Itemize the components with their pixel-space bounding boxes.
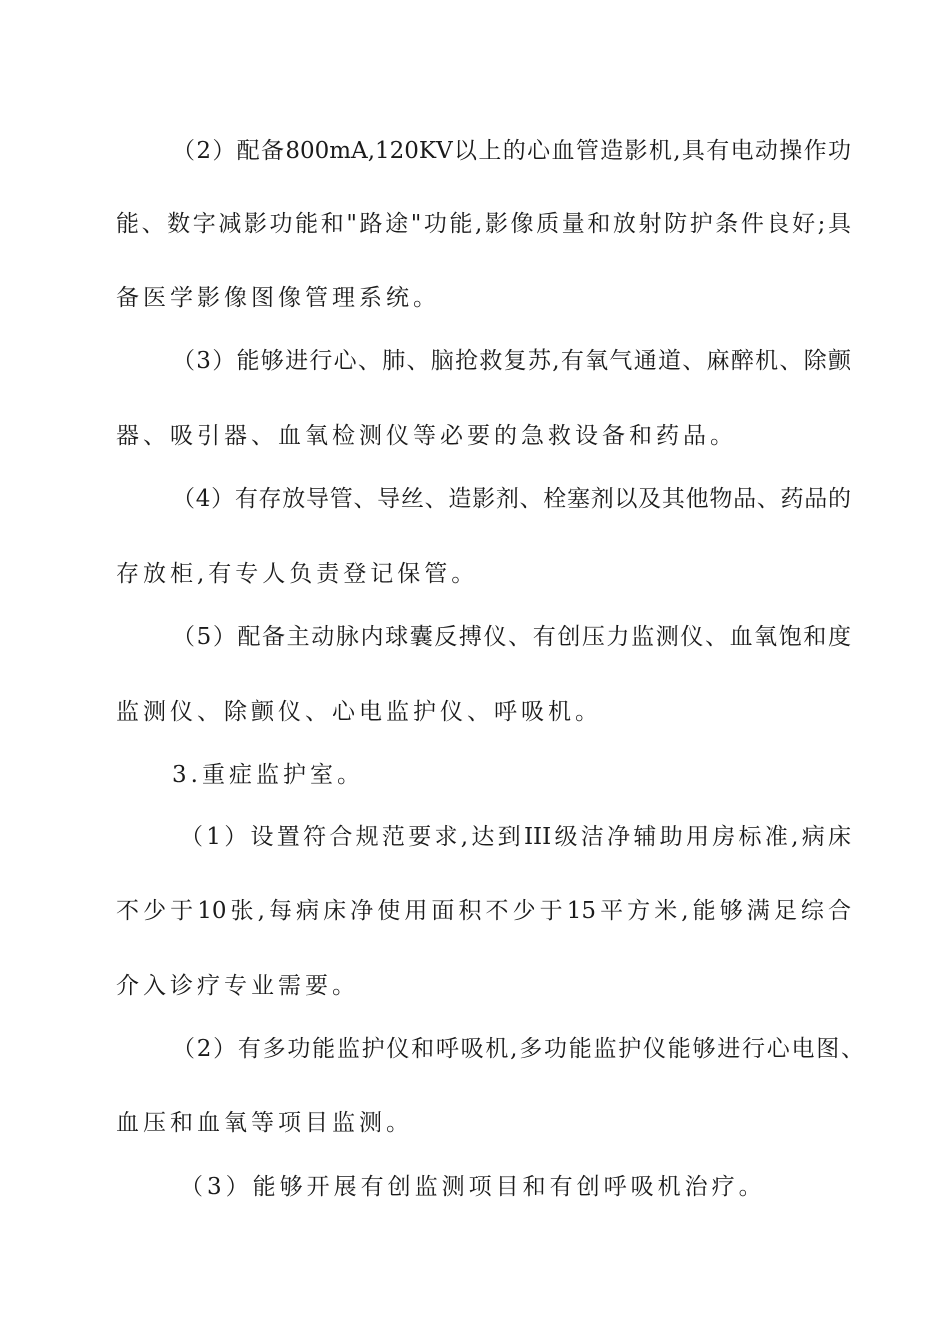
text-line: 能、数字减影功能和"路途"功能,影像质量和放射防护条件良好;具 (116, 211, 851, 237)
text-line: 介入诊疗专业需要。 (116, 973, 359, 999)
text-line: （2）配备800mA,120KV以上的心血管造影机,具有电动操作功 (172, 138, 851, 164)
text-line: （2）有多功能监护仪和呼吸机,多功能监护仪能够进行心电图、 (172, 1036, 864, 1062)
text-line: 不少于10张,每病床净使用面积不少于15平方米,能够满足综合 (116, 898, 851, 924)
text-line: 存放柜,有专人负责登记保管。 (116, 561, 479, 587)
text-line: （4）有存放导管、导丝、造影剂、栓塞剂以及其他物品、药品的 (172, 486, 851, 512)
text-line: （3）能够进行心、肺、脑抢救复苏,有氧气通道、麻醉机、除颤 (172, 348, 851, 374)
text-line: （1）设置符合规范要求,达到III级洁净辅助用房标准,病床 (180, 824, 851, 850)
section-heading: 3.重症监护室。 (172, 762, 364, 788)
text-line: 监测仪、除颤仪、心电监护仪、呼吸机。 (116, 699, 602, 725)
text-line: （3）能够开展有创监测项目和有创呼吸机治疗。 (180, 1174, 766, 1200)
text-line: （5）配备主动脉内球囊反搏仪、有创压力监测仪、血氧饱和度 (172, 624, 851, 650)
text-line: 备医学影像图像管理系统。 (116, 285, 440, 311)
text-line: 血压和血氧等项目监测。 (116, 1110, 413, 1136)
text-line: 器、吸引器、血氧检测仪等必要的急救设备和药品。 (116, 423, 737, 449)
